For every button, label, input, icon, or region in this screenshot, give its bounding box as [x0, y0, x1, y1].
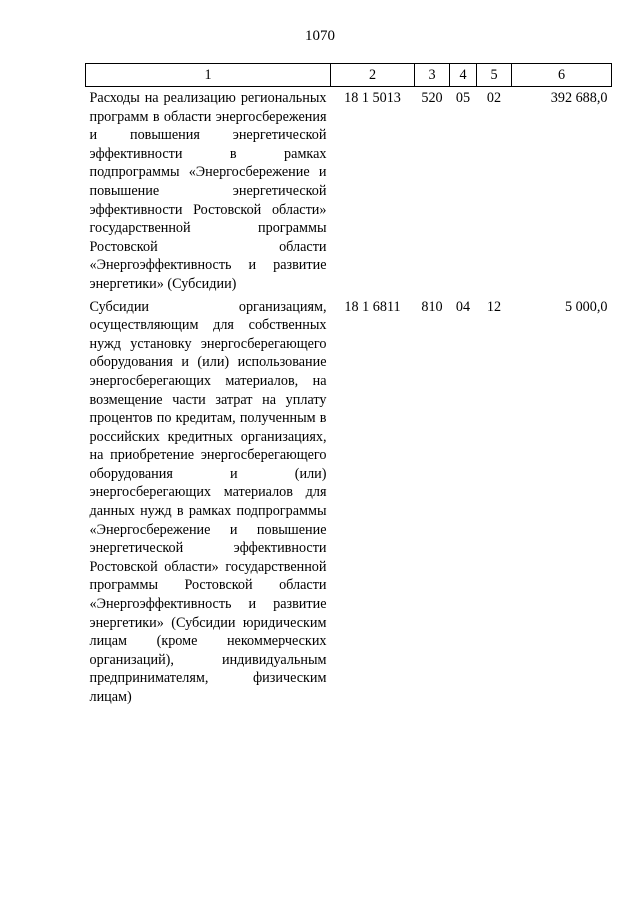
row-amount: 392 688,0	[550, 90, 608, 106]
row-subsection: 02	[486, 90, 502, 106]
header-col-2: 2	[331, 64, 415, 87]
row-description: Субсидии организациям, осуществляющим для собственных нужд установку энергосберегающего оборудования и (или) использование энергосберегающих материалов, на возмещение части затрат на уплату процентов по кредитам, полученным в российских кредитных организациях, на приобретение энергосберегающего оборудования и (или) энергосберегающих материалов для данных нужд в рамках подпрограммы «Энергосбережение и повышение энергетической эффективности Ростовской области» государственной программы Ростовской области «Энергоэффективность и развитие энергетики» (Субсидии юридическим лицам (кроме некоммерческих организаций), индивидуальным предпринимателям, физическим лицам)	[89, 298, 327, 705]
row-section: 04	[455, 298, 471, 315]
row-amount: 5 000,0	[564, 298, 608, 315]
budget-table	[85, 63, 612, 709]
row-description: Расходы на реализацию региональных программ в области энергосбережения и повышения энергетической эффективности в рамках подпрограммы «Энергосбережение и повышение энергетической эффективности Ростовской области» государственной программы Ростовской области «Энергоэффективность и развитие энергетики» (Субсидии)	[89, 90, 327, 292]
table-row	[86, 296, 612, 709]
header-col-6: 6	[512, 64, 612, 87]
row-target-article: 18 1 5013	[344, 90, 401, 106]
row-section: 05	[455, 90, 471, 106]
header-col-5: 5	[477, 64, 512, 87]
row-subsection: 12	[486, 298, 502, 315]
header-col-1: 1	[86, 64, 331, 87]
page-number: 1070	[305, 28, 335, 44]
table-header-row	[86, 64, 612, 87]
table-row	[86, 87, 612, 296]
header-col-4: 4	[450, 64, 477, 87]
header-col-3: 3	[415, 64, 450, 87]
row-expense-type: 810	[421, 298, 443, 315]
row-target-article: 18 1 6811	[344, 298, 401, 315]
row-expense-type: 520	[421, 90, 443, 106]
